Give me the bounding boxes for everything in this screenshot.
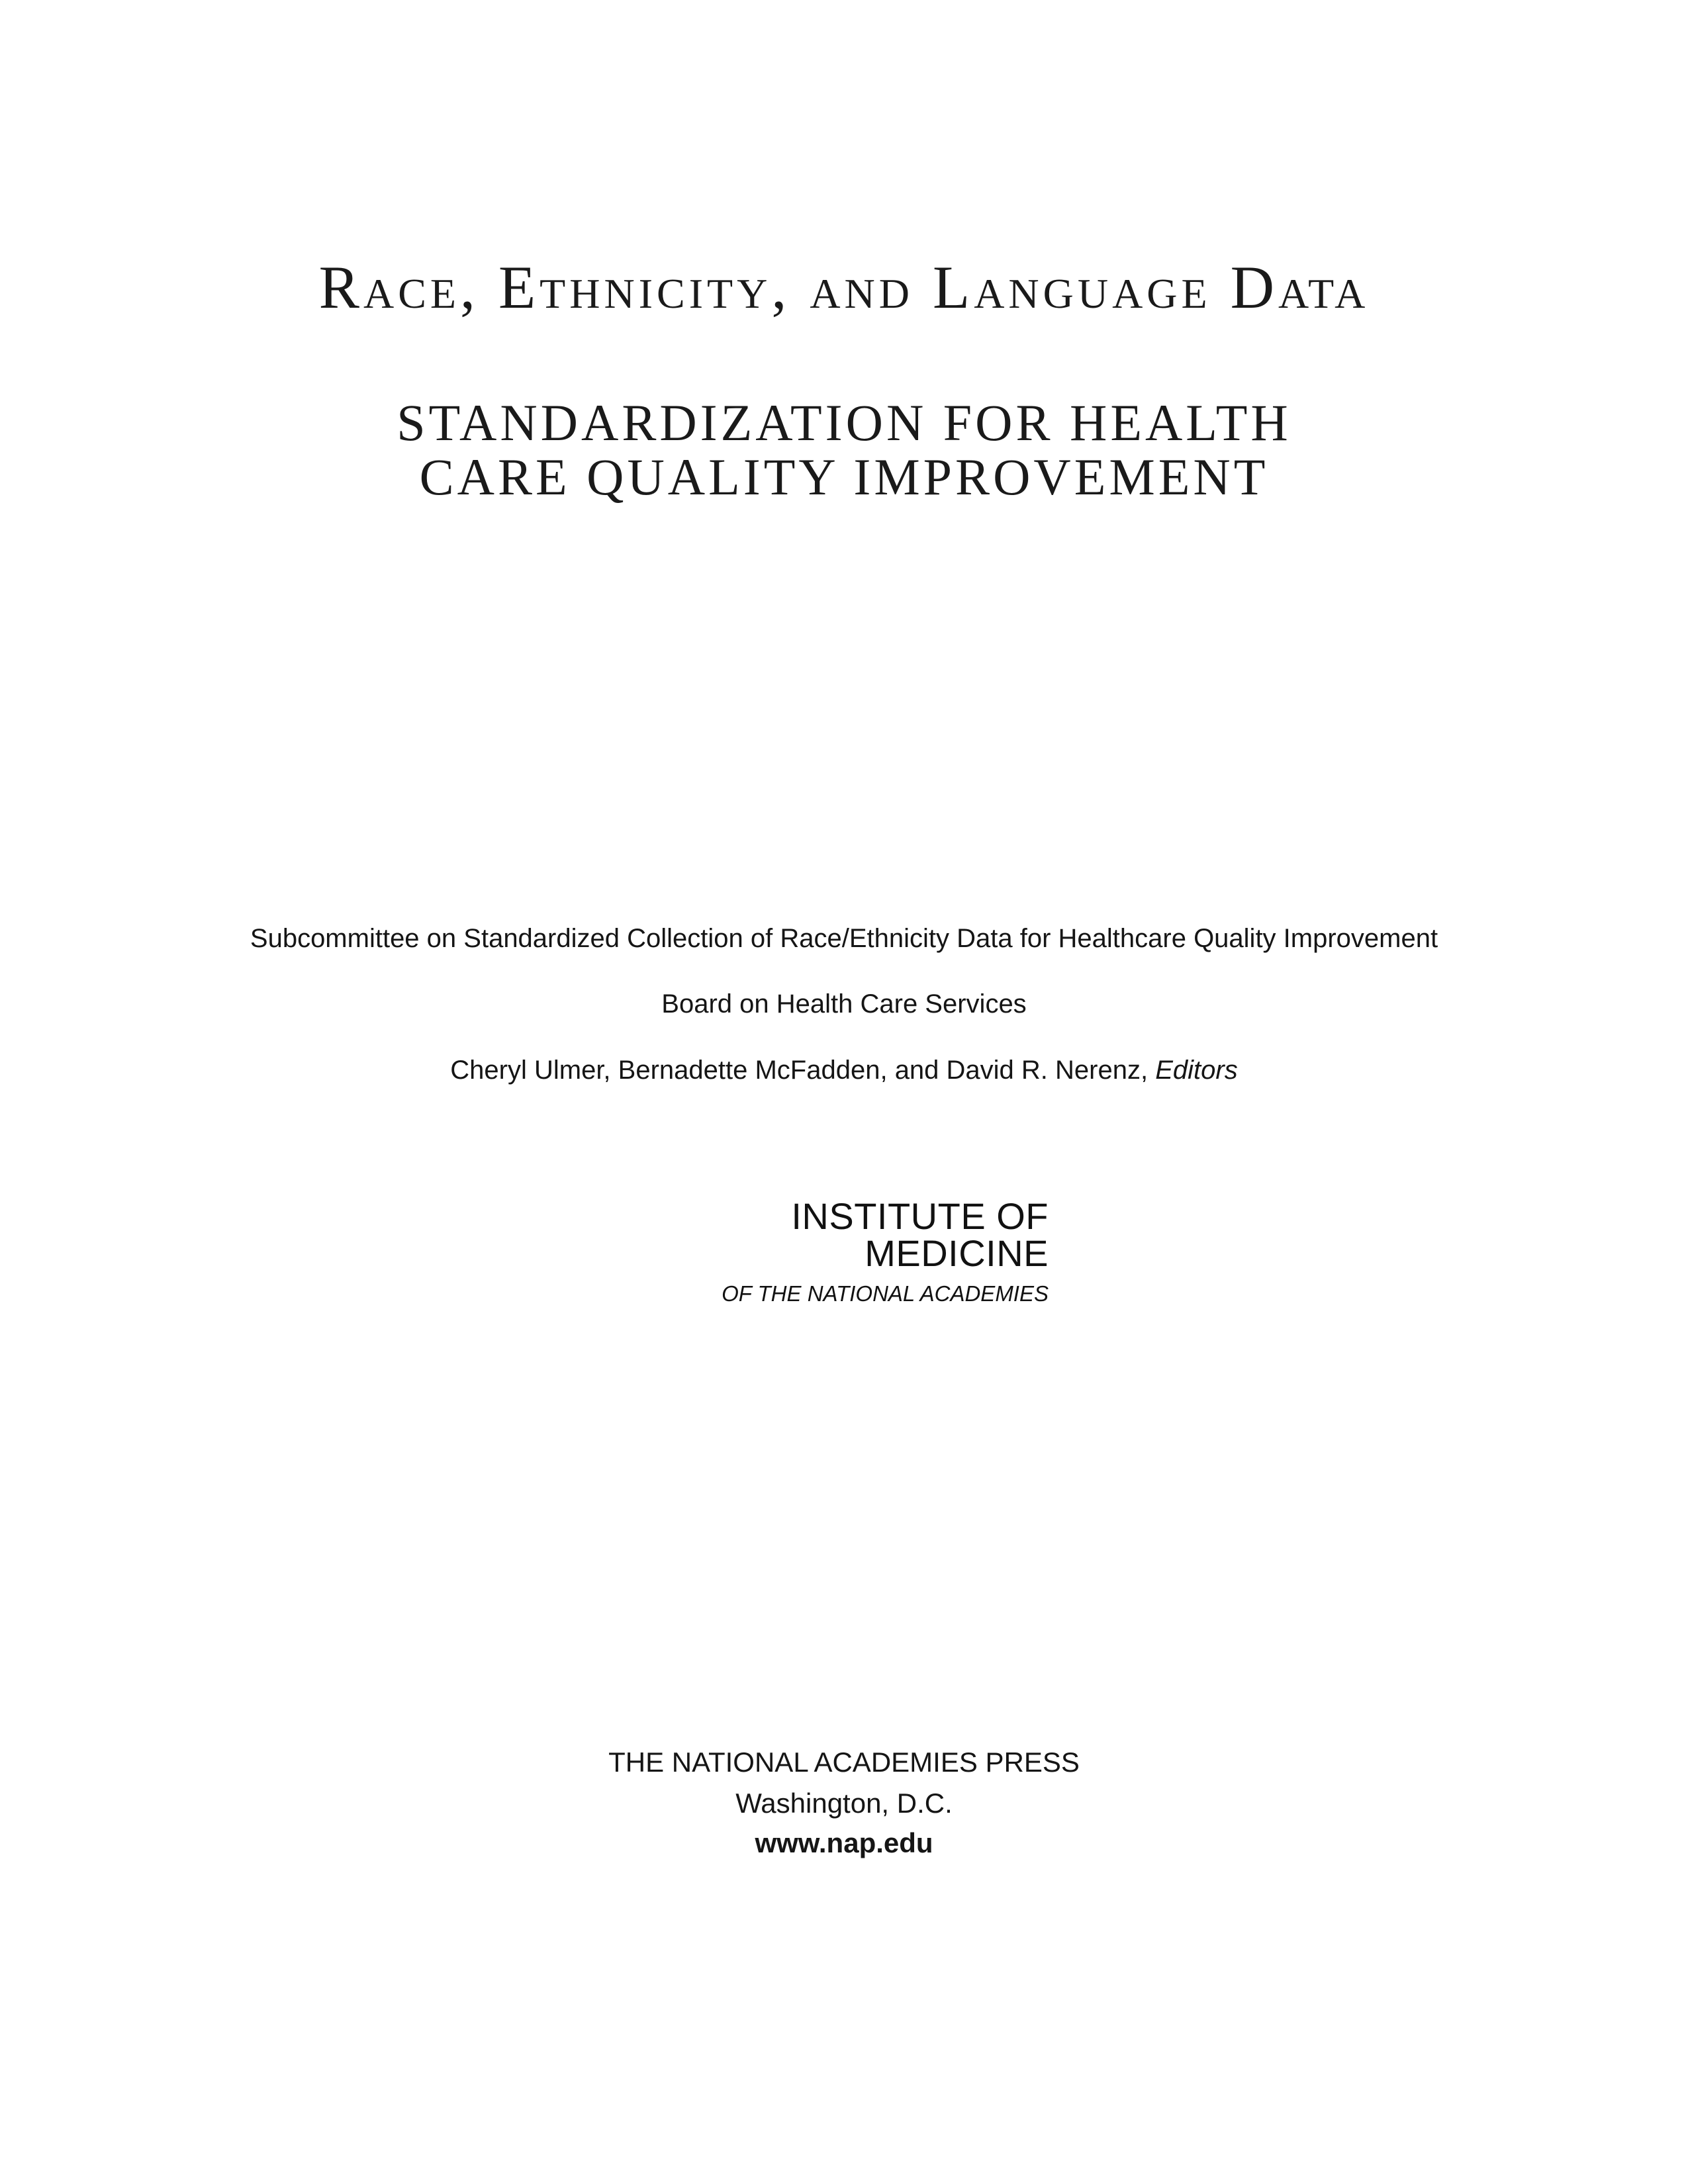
committee-name: Subcommittee on Standardized Collection of Race/Ethnicity Data for Healthcare Quality Improvement <box>250 924 1438 953</box>
board-name: Board on Health Care Services <box>661 989 1027 1019</box>
press-name: THE NATIONAL ACADEMIES PRESS <box>608 1747 1080 1778</box>
institute-name: INSTITUTE OF MEDICINE <box>791 1195 1049 1274</box>
institute-logo <box>618 1195 1049 1306</box>
press-url: www.nap.edu <box>755 1827 933 1858</box>
institute-subname: OF THE NATIONAL ACADEMIES <box>722 1281 1049 1306</box>
book-subtitle-line-1: STANDARDIZATION FOR HEALTH <box>397 394 1291 451</box>
editors-role: Editors <box>1155 1056 1238 1085</box>
editors-line <box>0 1057 1688 1083</box>
press-city: Washington, D.C. <box>735 1788 953 1819</box>
book-title: Race, Ethnicity, and Language Data <box>318 253 1370 321</box>
editor-names: Cheryl Ulmer, Bernadette McFadden, and David R. Nerenz, <box>450 1056 1156 1085</box>
book-subtitle-line-2: CARE QUALITY IMPROVEMENT <box>419 448 1269 506</box>
